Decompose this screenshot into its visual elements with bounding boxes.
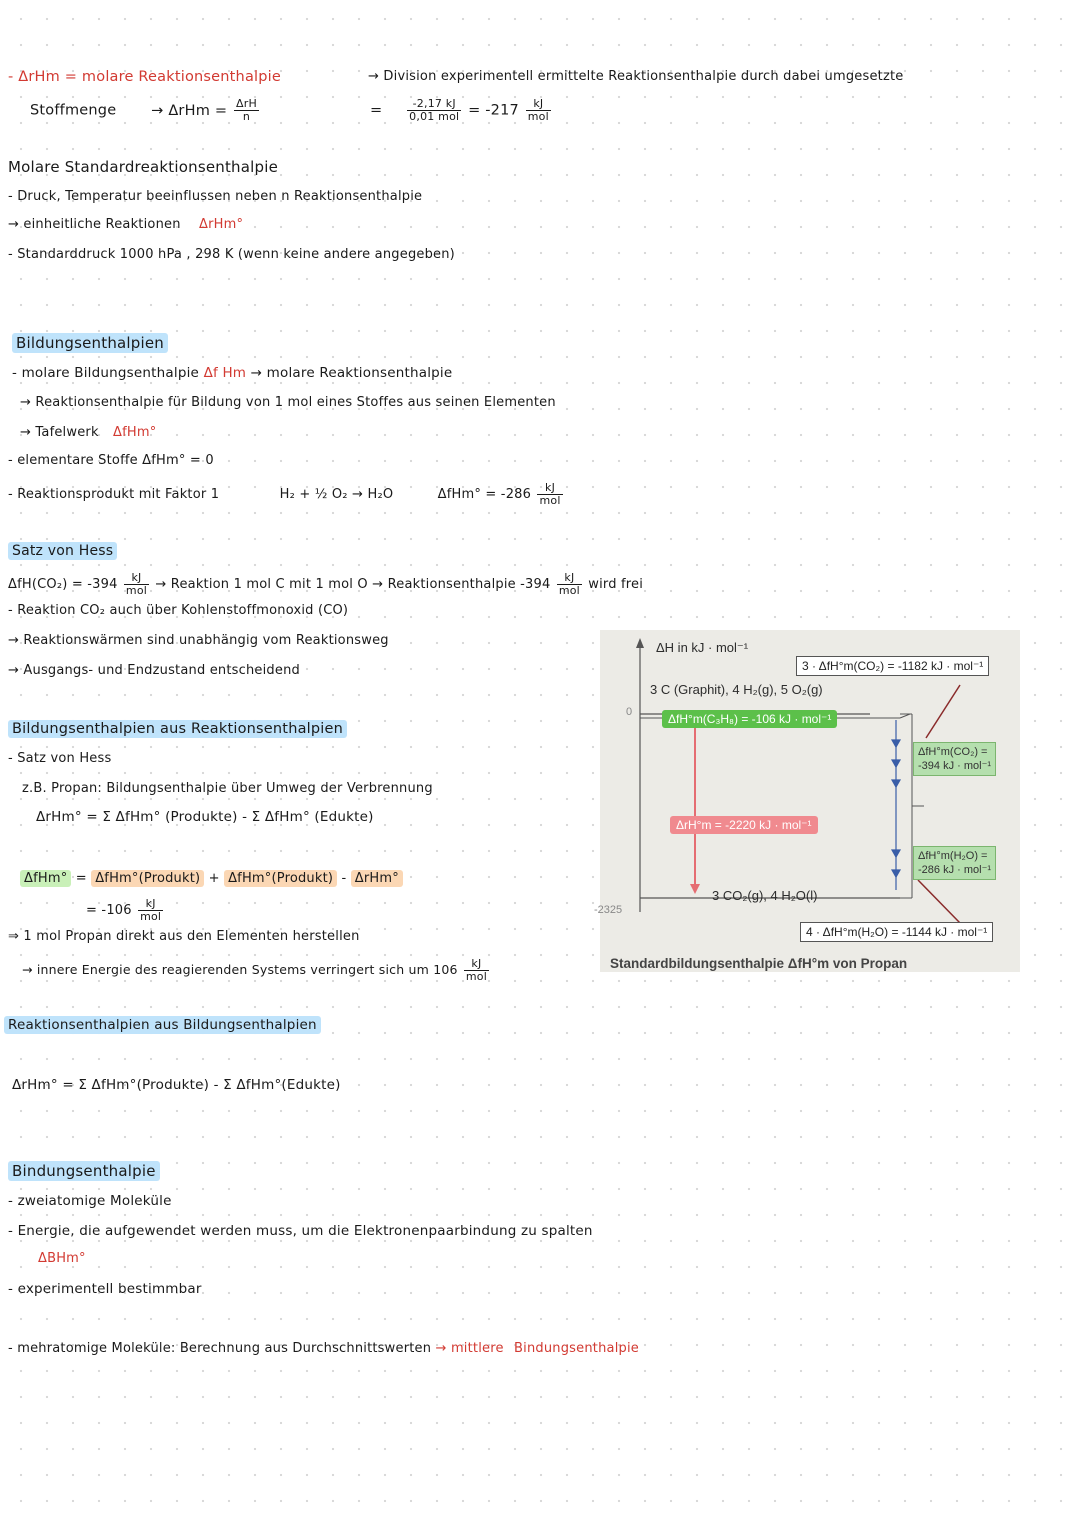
heading-bond-enthalpy	[8, 1162, 160, 1180]
propane-result-unit-num: kJ	[138, 898, 163, 911]
inner-energy-unit-num: kJ	[464, 958, 489, 971]
diatomic-line: - zweiatomige Moleküle	[8, 1193, 172, 1209]
tafelwerk-line	[20, 424, 156, 442]
co2-enthalpy: ΔfH(CO₂) = -394	[8, 577, 118, 592]
propane-enthalpy-diagram	[594, 630, 1020, 972]
energy-definition-line: - Energie, die aufgewendet werden muss, um die Elektronenpaarbindung zu spalten	[8, 1223, 593, 1239]
propane-result-unit-den: mol	[140, 910, 162, 923]
formation-definition: → Reaktionsenthalpie für Bildung von 1 mol eines Stoffes aus seinen Elementen	[20, 395, 556, 410]
fraction-numerator: ΔrH	[236, 97, 257, 110]
heading-reaction-from-formation	[4, 1016, 321, 1034]
start-end-state-line: → Ausgangs- und Endzustand entscheidend	[8, 663, 300, 678]
hess-bullet: - Satz von Hess	[8, 751, 112, 766]
line-reaction-enthalpy	[8, 68, 281, 86]
fraction-calc-den: 0,01 mol	[409, 110, 460, 123]
h2o-term: ΔfHm°(Produkt)	[224, 870, 337, 887]
reaction-formula: ΔrHm° = Σ ΔfHm°(Produkte) - Σ ΔfHm°(Edukte)	[12, 1077, 341, 1093]
h2o-box-line1: ΔfH°m(H₂O) =	[918, 850, 988, 862]
average-word: → mittlere	[435, 1341, 504, 1356]
stoffmenge-word: Stoffmenge	[30, 102, 117, 119]
co2-unit-2-num: kJ	[557, 572, 582, 585]
heading-formation-from-reaction-text: Bildungsenthalpien aus Reaktionsenthalpien	[8, 720, 347, 738]
co2-total-box: 3 · ΔfH°m(CO₂) = -1182 kJ · mol⁻¹	[796, 656, 989, 676]
standard-pressure-line: - Standarddruck 1000 hPa , 298 K (wenn keine andere angegeben)	[8, 247, 455, 262]
co-path-line: - Reaktion CO₂ auch über Kohlenstoffmonoxid (CO)	[8, 603, 349, 618]
experimental-line: - experimentell bestimmbar	[8, 1281, 202, 1297]
uniform-reactions-text: → einheitliche Reaktionen	[8, 217, 181, 232]
co2-term: ΔfHm°(Produkt)	[91, 870, 204, 887]
elemental-substances-line: - elementare Stoffe ΔfHm° = 0	[8, 453, 214, 468]
inner-energy-unit	[464, 958, 489, 983]
reaction-enthalpy-word: Reaktionsenthalpie	[138, 69, 282, 85]
molar-reaction-text: → molare Reaktionsenthalpie	[250, 365, 453, 381]
symbol-dfhm: Δf Hm	[203, 365, 247, 381]
released-text: wird frei	[588, 577, 644, 592]
water-unit	[537, 482, 562, 507]
tafelwerk-text: → Tafelwerk	[20, 425, 99, 440]
propane-calc-line	[20, 870, 403, 888]
water-unit-den: mol	[539, 494, 561, 507]
water-equation: H₂ + ½ O₂ → H₂O	[279, 487, 394, 502]
axis-bottom-value: -2325	[594, 904, 623, 916]
bond-enthalpy-word: Bindungsenthalpie	[514, 1341, 639, 1356]
water-enthalpy: ΔfHm° = -286	[437, 487, 532, 502]
h2o-formation-box	[913, 846, 996, 880]
heading-reaction-from-formation-text: Reaktionsenthalpien aus Bildungsenthalpien	[4, 1016, 321, 1034]
co2-unit	[124, 572, 149, 597]
propane-result	[86, 898, 165, 923]
propane-dfhm: ΔfHm°	[20, 870, 71, 887]
heading-hess-text: Satz von Hess	[8, 542, 117, 560]
equals-sign: =	[370, 102, 383, 119]
propane-example: z.B. Propan: Bildungsenthalpie über Umweg der Verbrennung	[22, 781, 433, 796]
molar-formation-line	[12, 364, 452, 382]
molar-reaction-enthalpy-def: - ΔrHm = molare	[8, 69, 134, 85]
symbol-dfhm0: ΔfHm°	[113, 425, 157, 440]
propane-formation-label: ΔfH°m(C₃H₈) = -106 kJ · mol⁻¹	[662, 710, 837, 728]
inner-energy-unit-den: mol	[465, 970, 487, 983]
fraction-denominator: n	[242, 110, 251, 123]
polyatomic-line	[8, 1340, 639, 1358]
combustion-label: ΔrH°m = -2220 kJ · mol⁻¹	[670, 816, 818, 834]
propane-equals: =	[75, 871, 87, 886]
plus-sign: +	[208, 871, 220, 886]
propane-result-value: = -106	[86, 903, 132, 918]
calc-result: = -217	[468, 102, 519, 119]
pressure-temperature-note: - Druck, Temperatur beeinflussen neben n Reaktionsenthalpie	[8, 189, 423, 204]
minus-sign: -	[341, 871, 347, 886]
start-state-label: 3 C (Graphit), 4 H₂(g), 5 O₂(g)	[650, 682, 823, 697]
heading-standard-reaction-enthalpy: Molare Standardreaktionsenthalpie	[8, 158, 279, 176]
co2-unit-num: kJ	[124, 572, 149, 585]
division-note: → Division experimentell ermittelte Reaktionsenthalpie durch dabei umgesetzte	[368, 69, 904, 84]
calc-line	[370, 98, 553, 123]
reaction-product-text: - Reaktionsprodukt mit Faktor 1	[8, 487, 220, 502]
axis-zero: 0	[626, 706, 633, 718]
unit-num: kJ	[526, 98, 551, 111]
diagram-caption: Standardbildungsenthalpie ΔfH°m von Propan	[610, 956, 908, 971]
co2-unit-den: mol	[125, 584, 148, 597]
heading-formation-text: Bildungsenthalpien	[12, 333, 168, 353]
end-state-label: 3 CO₂(g), 4 H₂O(l)	[712, 888, 818, 903]
combustion-term: ΔrHm°	[351, 870, 403, 887]
fraction-calc	[407, 98, 461, 123]
propane-direct-line: ⇒ 1 mol Propan direkt aus den Elementen herstellen	[8, 929, 360, 944]
fraction-calc-num: -2,17 kJ	[407, 98, 461, 111]
reaction-product-line	[8, 482, 565, 507]
h2o-total-box: 4 · ΔfH°m(H₂O) = -1144 kJ · mol⁻¹	[800, 922, 993, 942]
co2-box-line1: ΔfH°m(CO₂) =	[918, 746, 988, 758]
polyatomic-text: - mehratomige Moleküle: Berechnung aus Durchschnittswerten	[8, 1341, 432, 1356]
formula-arrow: → ΔrHm =	[151, 102, 228, 119]
heading-formation-from-reaction	[8, 720, 347, 738]
uniform-reactions-line	[8, 216, 243, 234]
molar-formation-text: - molare Bildungsenthalpie	[12, 365, 200, 381]
unit-den: mol	[527, 110, 549, 123]
fraction-drh-n	[234, 98, 259, 123]
fraction-unit	[526, 98, 551, 123]
hess-formula: ΔrHm° = Σ ΔfHm° (Produkte) - Σ ΔfHm° (Edukte)	[36, 809, 374, 825]
inner-energy-text: → innere Energie des reagierenden Systems verringert sich um 106	[22, 962, 458, 977]
heading-formation-enthalpies	[12, 334, 168, 352]
heading-hess-law	[8, 542, 117, 560]
inner-energy-line	[22, 958, 491, 983]
co2-formation-box	[913, 742, 996, 776]
co2-formation-line	[8, 572, 643, 597]
axis-label: ΔH in kJ · mol⁻¹	[656, 640, 749, 655]
co2-unit-2-den: mol	[558, 584, 580, 597]
propane-result-unit	[138, 898, 163, 923]
symbol-dbhm: ΔBHm°	[38, 1251, 86, 1266]
co2-box-line2: -394 kJ · mol⁻¹	[918, 760, 992, 772]
co2-reaction-text: → Reaktion 1 mol C mit 1 mol O → Reaktionsenthalpie -394	[155, 577, 551, 592]
heading-bond-enthalpy-text: Bindungsenthalpie	[8, 1161, 160, 1181]
symbol-drhm: ΔrHm°	[199, 217, 244, 232]
line-stoffmenge	[30, 98, 261, 123]
water-unit-num: kJ	[537, 482, 562, 495]
co2-unit-2	[557, 572, 582, 597]
h2o-box-line2: -286 kJ · mol⁻¹	[918, 864, 992, 876]
path-independence-line: → Reaktionswärmen sind unabhängig vom Reaktionsweg	[8, 633, 389, 648]
